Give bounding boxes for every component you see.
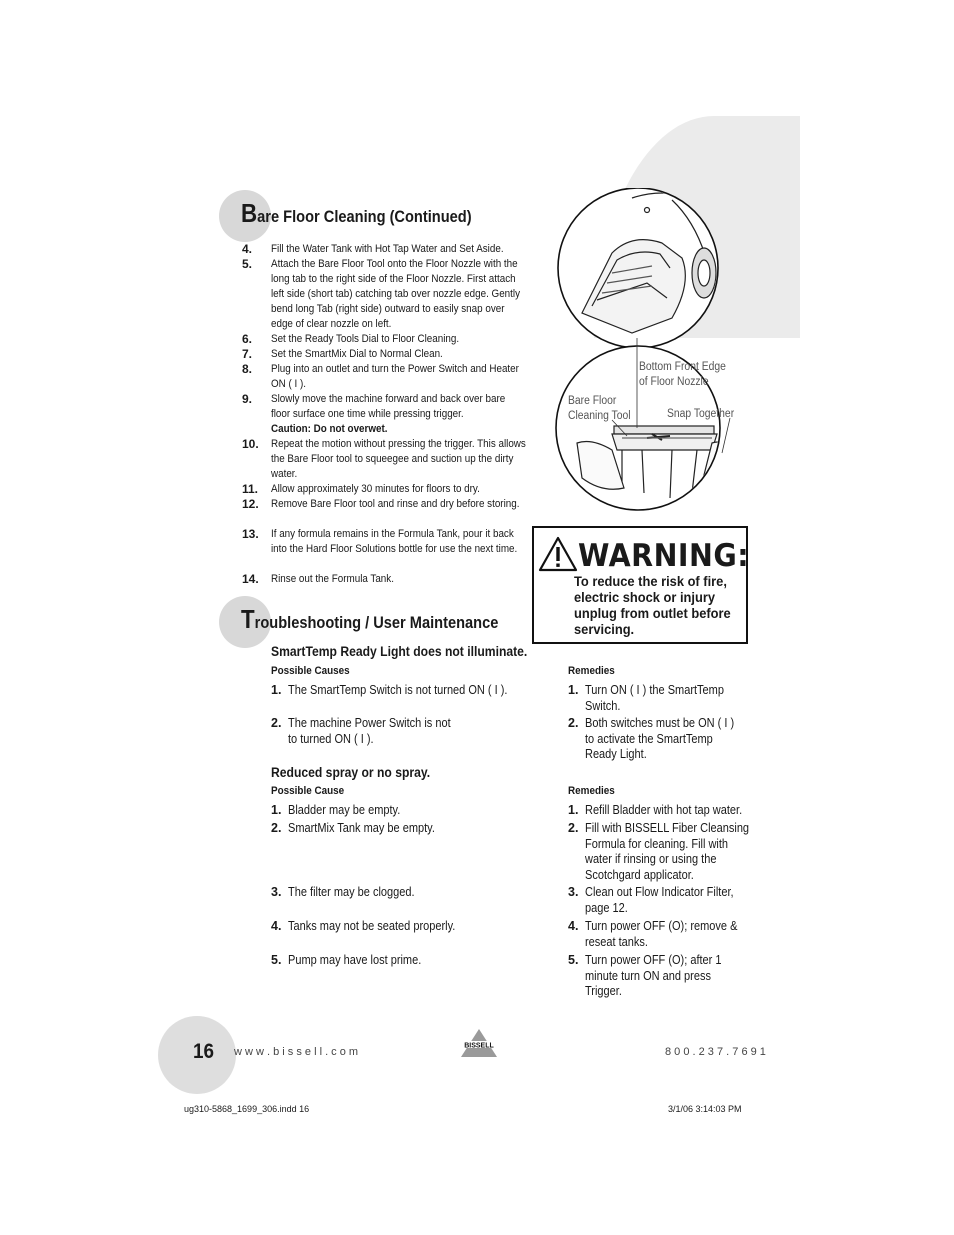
nozzle-illustration: [552, 188, 762, 518]
cause-item: [271, 821, 455, 837]
cause-line: to turned ON ( I ).: [288, 731, 374, 746]
cause-number: 5.: [271, 953, 282, 967]
remedy-line: reseat tanks.: [585, 934, 648, 949]
cause-item: [271, 716, 473, 747]
problem-title: SmartTemp Ready Light does not illuminate.: [271, 644, 528, 659]
remedy-line: Ready Light.: [585, 747, 647, 761]
warning-box: [532, 526, 748, 644]
step-item: [242, 392, 512, 437]
step-item: [242, 347, 512, 362]
cause-line: The filter may be clogged.: [288, 885, 415, 899]
remedy-line: Turn ON ( I ) the SmartTemp: [585, 683, 724, 697]
step-text: Set the Ready Tools Dial to Floor Cleaning.: [271, 333, 460, 345]
caution-text: Caution: Do not overwet.: [271, 423, 388, 435]
warning-title: WARNING:: [578, 538, 750, 574]
remedy-number: 1.: [568, 803, 579, 817]
causes-header: Possible Cause: [271, 785, 345, 797]
section-title-bare-floor: Bare Floor Cleaning (Continued): [241, 198, 472, 228]
cause-line: The machine Power Switch is not: [288, 716, 451, 730]
step-item: [242, 572, 512, 587]
remedy-number: 4.: [568, 919, 579, 933]
step-number: 5.: [242, 257, 253, 271]
remedy-line: page 12.: [585, 900, 628, 915]
remedy-number: 3.: [568, 885, 579, 899]
remedy-number: 2.: [568, 821, 579, 835]
cause-line: The SmartTemp Switch is not turned ON ( I ).: [288, 683, 508, 697]
remedy-line: Trigger.: [585, 984, 622, 998]
cause-number: 3.: [271, 885, 282, 899]
step-item: [242, 527, 518, 557]
warning-triangle-icon: [538, 536, 578, 572]
step-item: [242, 482, 512, 497]
remedy-line: Formula for cleaning. Fill with: [585, 836, 729, 851]
step-number: 7.: [242, 347, 253, 361]
cause-number: 2.: [271, 716, 282, 730]
cause-item: [271, 919, 478, 935]
callout-bottom-front-edge: Bottom Front Edge of Floor Nozzle: [639, 361, 726, 388]
step-number: 11.: [242, 482, 259, 496]
step-text: Allow approximately 30 minutes for floors to dry.: [271, 483, 480, 495]
remedy-line: Refill Bladder with hot tap water.: [585, 803, 743, 817]
cause-line: Tanks may not be seated properly.: [288, 919, 456, 933]
phone-number: 8 0 0 . 2 3 7 . 7 6 9 1: [665, 1046, 766, 1058]
problem-title: Reduced spray or no spray.: [271, 765, 431, 780]
cause-number: 1.: [271, 803, 282, 817]
remedy-line: Scotchgard applicator.: [585, 867, 694, 882]
step-item: [242, 497, 520, 512]
remedy-item: [568, 919, 758, 950]
section-title-troubleshooting: Troubleshooting / User Maintenance: [241, 604, 499, 634]
remedy-line: Switch.: [585, 698, 621, 713]
step-number: 8.: [242, 362, 253, 376]
remedy-item: [568, 821, 771, 883]
remedy-line: Turn power OFF (O); after 1: [585, 953, 722, 967]
remedy-line: to activate the SmartTemp: [585, 731, 713, 746]
step-item: [242, 257, 520, 332]
remedy-item: [568, 953, 740, 1000]
step-item: [242, 362, 519, 392]
step-text: If any formula remains in the Formula Tank, pour it back into the Hard Floor Solutions bottle for use the next time.: [271, 528, 518, 555]
step-text: Rinse out the Formula Tank.: [271, 573, 394, 585]
warning-text: To reduce the risk of fire, electric shock or injury unplug from outlet before servicing.: [574, 573, 731, 637]
remedy-number: 5.: [568, 953, 579, 967]
step-item: [242, 332, 512, 347]
step-number: 10.: [242, 437, 259, 451]
cause-line: Pump may have lost prime.: [288, 953, 422, 967]
remedies-header: Remedies: [568, 665, 615, 677]
step-text: Repeat the motion without pressing the trigger. This allows the Bare Floor tool to squeegee and suction up the dirty water.: [271, 438, 526, 480]
step-number: 13.: [242, 527, 259, 541]
remedies-header: Remedies: [568, 785, 615, 797]
cause-line: SmartMix Tank may be empty.: [288, 821, 435, 835]
remedy-item: [568, 803, 764, 819]
svg-text:BISSELL: BISSELL: [464, 1042, 494, 1050]
remedy-line: Turn power OFF (O); remove &: [585, 919, 738, 933]
remedy-item: [568, 683, 743, 714]
step-item: [242, 242, 512, 257]
callout-bare-floor-tool: Bare Floor Cleaning Tool: [568, 395, 631, 422]
website-link[interactable]: w w w . b i s s e l l . c o m: [234, 1046, 359, 1058]
callout-snap-together: Snap Together: [667, 408, 735, 420]
bissell-logo-icon: [460, 1028, 498, 1058]
cause-item: [271, 683, 537, 699]
step-text: Remove Bare Floor tool and rinse and dry before storing.: [271, 498, 520, 510]
remedy-line: water if rinsing or using the: [585, 852, 717, 866]
cause-number: 2.: [271, 821, 282, 835]
step-text: Plug into an outlet and turn the Power Switch and Heater ON ( I ).: [271, 363, 519, 390]
cause-number: 4.: [271, 919, 282, 933]
remedy-line: Clean out Flow Indicator Filter,: [585, 885, 734, 899]
date-info: 3/1/06 3:14:03 PM: [668, 1104, 742, 1114]
cause-item: [271, 885, 432, 901]
step-number: 14.: [242, 572, 259, 586]
cause-item: [271, 953, 439, 969]
remedy-item: [568, 716, 755, 763]
file-info: ug310-5868_1699_306.indd 16: [184, 1104, 310, 1114]
step-number: 6.: [242, 332, 253, 346]
step-item: [242, 437, 526, 482]
page-number: 16: [193, 1040, 215, 1063]
remedy-number: 2.: [568, 716, 579, 730]
step-text: Set the SmartMix Dial to Normal Clean.: [271, 348, 443, 360]
cause-line: Bladder may be empty.: [288, 803, 401, 817]
remedy-item: [568, 885, 754, 916]
remedy-line: Fill with BISSELL Fiber Cleansing: [585, 821, 750, 835]
step-number: 12.: [242, 497, 259, 511]
remedy-line: minute turn ON and press: [585, 968, 711, 983]
cause-number: 1.: [271, 683, 282, 697]
causes-header: Possible Causes: [271, 665, 350, 677]
step-number: 9.: [242, 392, 253, 406]
step-text: Attach the Bare Floor Tool onto the Floor Nozzle with the long tab to the right side of the Floor Nozzle. First attach left side (short tab) catching tab over nozzle edge. Gently bend long Tab (right side) outward to easily snap over edge of clear nozzle on left.: [271, 258, 520, 330]
step-number: 4.: [242, 242, 253, 256]
remedy-line: Both switches must be ON ( I ): [585, 716, 735, 730]
step-text: Slowly move the machine forward and back over bare floor surface one time while pressing trigger. Caution: Do not overwet.: [271, 392, 526, 437]
step-text: Fill the Water Tank with Hot Tap Water and Set Aside.: [271, 243, 504, 255]
cause-item: [271, 803, 416, 819]
remedy-number: 1.: [568, 683, 579, 697]
